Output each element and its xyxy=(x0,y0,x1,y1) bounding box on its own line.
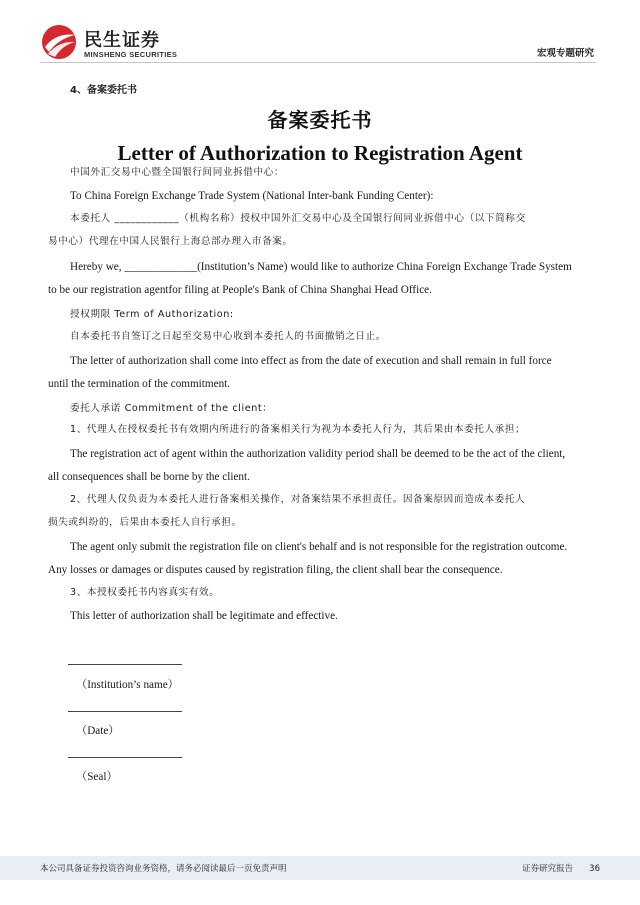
authorization-cn-line1: 本委托人 ____________（机构名称）授权中国外汇交易中心及全国银行间同业拆借中心（以下简称交 xyxy=(70,213,526,224)
footer-report-label: 证券研究报告 xyxy=(522,864,574,874)
page-header xyxy=(0,0,640,66)
commitment-2-en-line2: Any losses or damages or disputes caused by registration filing, the client shall bear the consequence. xyxy=(48,564,503,576)
authorization-cn-line2: 易中心）代理在中国人民银行上海总部办理入市备案。 xyxy=(48,236,293,247)
term-en-line1: The letter of authorization shall come into effect as from the date of execution and shall remain in full force xyxy=(70,355,552,367)
section-title: 4、备案委托书 xyxy=(70,85,137,96)
addressee-cn: 中国外汇交易中心暨全国银行间同业拆借中心： xyxy=(70,167,285,178)
term-cn: 自本委托书自签订之日起至交易中心收到本委托人的书面撤销之日止。 xyxy=(70,331,387,342)
commitment-2-cn-line1: 2、代理人仅负责为本委托人进行备案相关操作，对备案结果不承担责任。因备案原因而造成本委托人 xyxy=(70,494,526,505)
commitment-1-en-line2: all consequences shall be borne by the client. xyxy=(48,471,250,483)
logo-text-cn: 民生证券 xyxy=(84,30,160,51)
page-footer xyxy=(0,856,640,880)
authorization-en-line2: to be our registration agentfor filing at People's Bank of China Shanghai Head Office. xyxy=(48,284,432,296)
commitment-heading: 委托人承诺 Commitment of the client： xyxy=(70,403,273,414)
footer-right xyxy=(522,862,600,874)
commitment-1-en-line1: The registration act of agent within the authorization validity period shall be deemed to be the act of the client, xyxy=(70,448,566,460)
term-en-line2: until the termination of the commitment. xyxy=(48,378,231,390)
document-title-cn: 备案委托书 xyxy=(267,108,373,132)
logo-text-en: MINSHENG SECURITIES xyxy=(84,50,178,59)
commitment-2-en-line1: The agent only submit the registration file on client's behalf and is not responsible for the registration outcome. xyxy=(70,541,568,553)
authorization-en-line1: Hereby we, _____________(Institution’s Name) would like to authorize China Foreign Exchange Trade System xyxy=(70,261,572,273)
page-number: 36 xyxy=(589,864,600,874)
commitment-3-cn: 3、本授权委托书内容真实有效。 xyxy=(70,587,220,598)
seal-signature-line xyxy=(68,757,182,758)
commitment-2-cn-line2: 损失或纠纷的，后果由本委托人自行承担。 xyxy=(48,517,242,528)
addressee-en: To China Foreign Exchange Trade System (National Inter-bank Funding Center): xyxy=(70,190,434,202)
report-type: 宏观专题研究 xyxy=(536,48,594,59)
minsheng-logo xyxy=(40,23,180,63)
term-heading: 授权期限 Term of Authorization: xyxy=(70,309,234,320)
seal-label: （Seal） xyxy=(76,771,118,783)
date-label: （Date） xyxy=(76,725,120,737)
header-divider xyxy=(40,62,596,63)
institution-name-label: （Institution’s name） xyxy=(76,679,179,691)
commitment-3-en: This letter of authorization shall be legitimate and effective. xyxy=(70,610,338,622)
commitment-1-cn: 1、代理人在授权委托书有效期内所进行的备案相关行为视为本委托人行为，其后果由本委托人承担； xyxy=(70,424,526,435)
document-title-en: Letter of Authorization to Registration Agent xyxy=(117,141,523,165)
date-signature-line xyxy=(68,711,182,712)
minsheng-logo-icon xyxy=(40,23,78,61)
footer-disclaimer: 本公司具备证券投资咨询业务资格，请务必阅读最后一页免责声明 xyxy=(40,864,287,874)
institution-signature-line xyxy=(68,664,182,665)
